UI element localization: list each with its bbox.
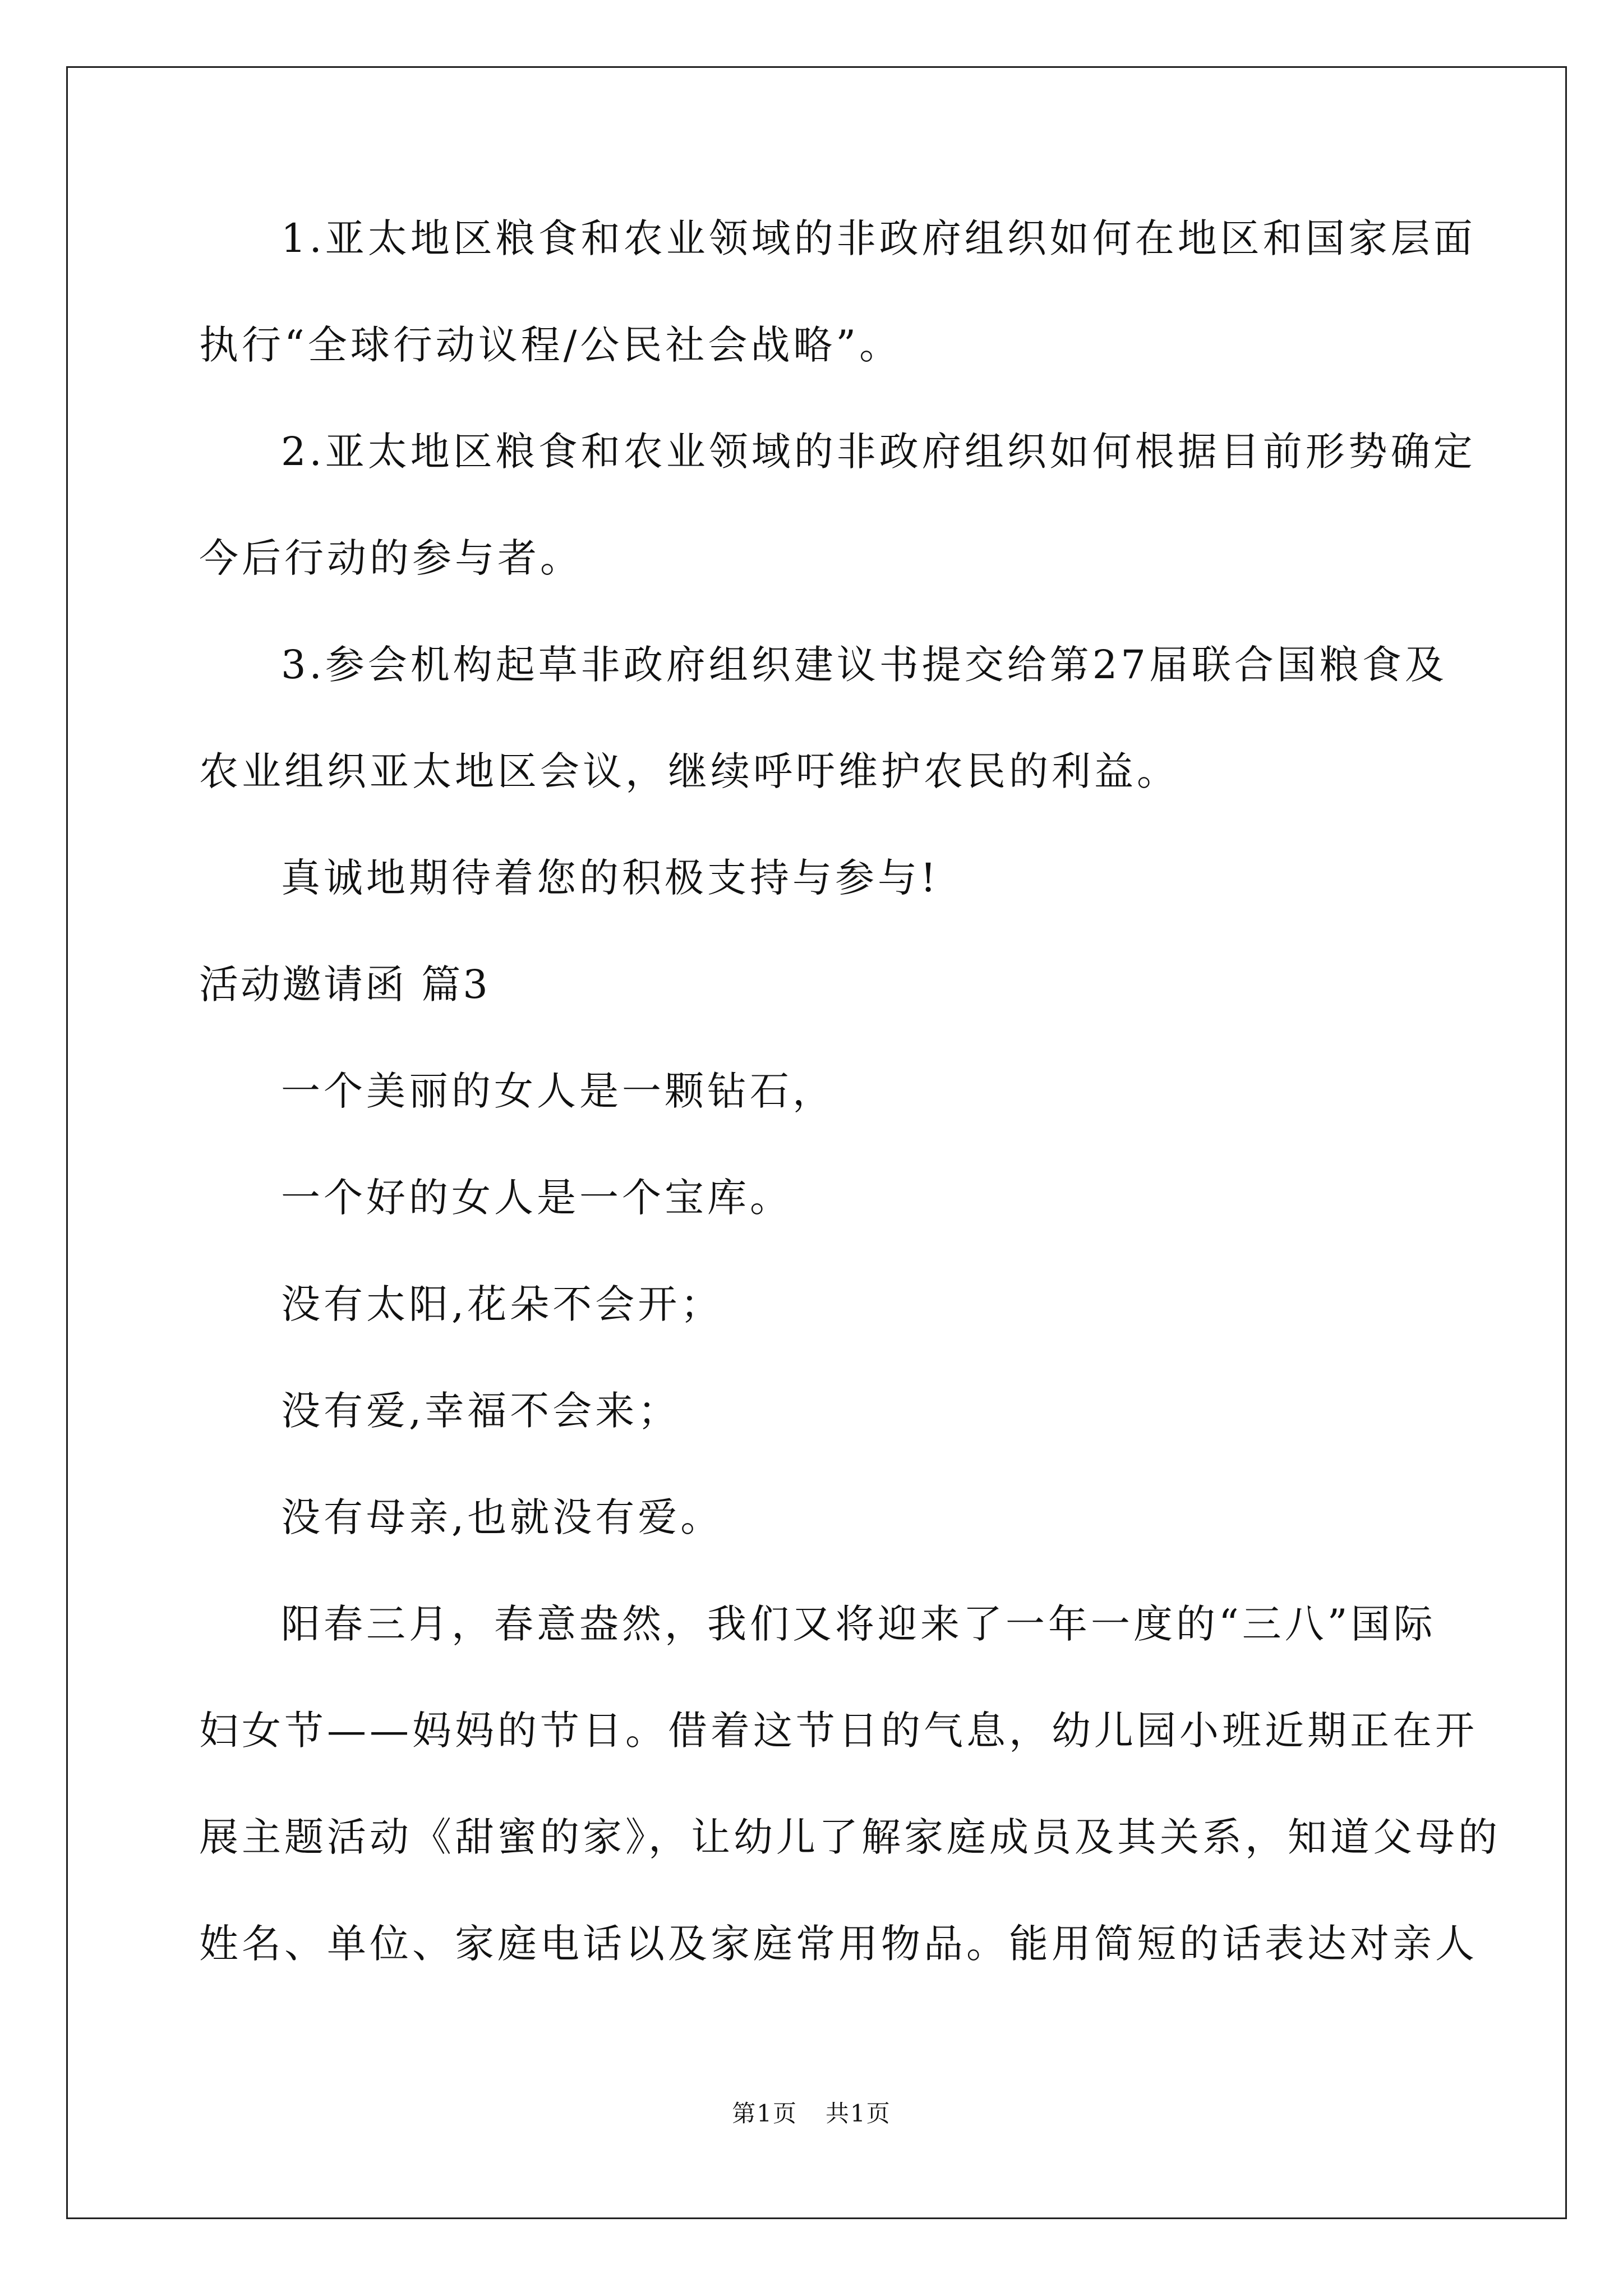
paragraph-line: 阳春三月，春意盎然，我们又将迎来了一年一度的“三八”国际 [281,1601,1436,1647]
poem-line: 一个美丽的女人是一颗钻石， [281,1068,835,1114]
page-number-current: 第1页 [732,2100,797,2127]
paragraph-line: 今后行动的参与者。 [199,535,583,581]
paragraph-line: 执行“全球行动议程/公民社会战略”。 [199,322,902,368]
page-number-total: 共1页 [826,2100,891,2127]
poem-line: 没有爱,幸福不会来； [281,1388,681,1434]
page-footer [0,2095,1623,2129]
section-heading: 活动邀请函 篇3 [199,961,490,1007]
poem-line: 一个好的女人是一个宝库。 [281,1175,792,1221]
paragraph-line: 妇女节——妈妈的节日。借着这节日的气息，幼儿园小班近期正在开 [199,1708,1478,1754]
paragraph-line: 姓名、单位、家庭电话以及家庭常用物品。能用简短的话表达对亲人 [199,1921,1478,1967]
paragraph-line: 展主题活动《甜蜜的家》，让幼儿了解家庭成员及其关系，知道父母的 [199,1814,1501,1860]
paragraph-line: 真诚地期待着您的积极支持与参与! [281,855,940,901]
poem-line: 没有太阳,花朵不会开； [281,1281,723,1327]
paragraph-line: 3.参会机构起草非政府组织建议书提交给第27届联合国粮食及 [281,642,1447,688]
document-body [199,185,1501,1997]
paragraph-line: 2.亚太地区粮食和农业领域的非政府组织如何根据目前形势确定 [281,429,1476,475]
paragraph-line: 1.亚太地区粮食和农业领域的非政府组织如何在地区和国家层面 [281,215,1476,261]
paragraph-line: 农业组织亚太地区会议，继续呼吁维护农民的利益。 [199,748,1179,794]
poem-line: 没有母亲,也就没有爱。 [281,1494,723,1540]
